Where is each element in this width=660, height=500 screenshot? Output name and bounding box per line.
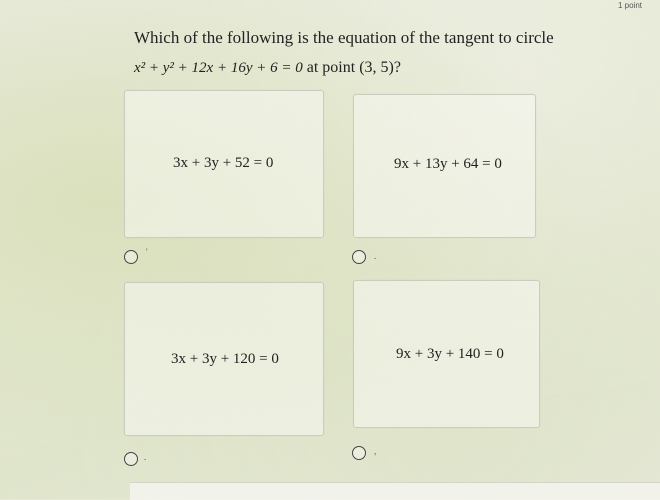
option-card-d[interactable] (353, 280, 540, 428)
option-a-equation: 3x + 3y + 52 = 0 (173, 155, 274, 171)
option-a-mark: ' (146, 247, 148, 257)
option-card-a[interactable] (124, 90, 324, 238)
points-label: 1 point (617, 1, 642, 10)
option-a-radio[interactable] (124, 250, 138, 264)
question-line-2 (134, 58, 554, 78)
option-c-equation: 3x + 3y + 120 = 0 (171, 351, 279, 367)
question-line-1: Which of the following is the equation of the tangent to circle (134, 28, 554, 47)
option-card-b[interactable] (353, 94, 536, 238)
question-text (134, 28, 554, 78)
option-d-mark: , (374, 446, 377, 456)
option-c-radio[interactable] (124, 452, 138, 466)
option-b-mark: . (374, 251, 377, 261)
option-c-mark: . (144, 452, 147, 462)
circle-equation: x² + y² + 12x + 16y + 6 = 0 (134, 60, 303, 76)
next-question-edge (130, 482, 660, 500)
option-d-equation: 9x + 3y + 140 = 0 (396, 346, 504, 362)
option-card-c[interactable] (124, 282, 324, 436)
question-point: at point (3, 5)? (306, 59, 401, 76)
option-d-radio[interactable] (352, 446, 366, 460)
option-b-equation: 9x + 13y + 64 = 0 (394, 156, 502, 172)
option-b-radio[interactable] (352, 250, 366, 264)
